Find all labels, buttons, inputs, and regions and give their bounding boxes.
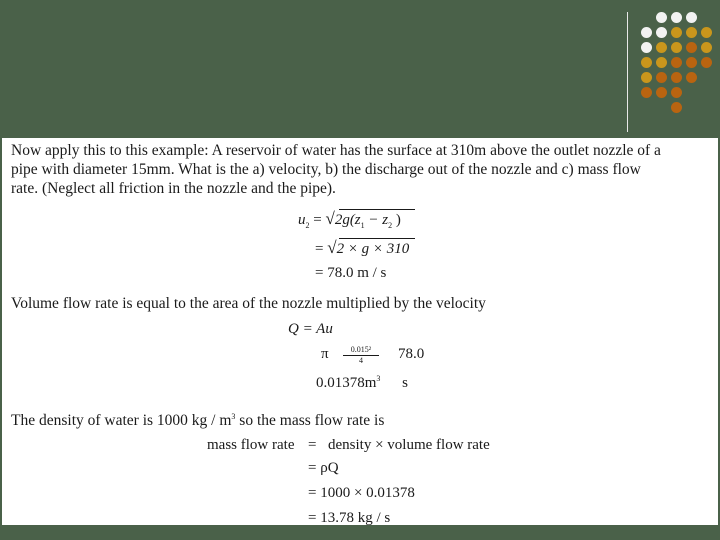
slide-footer: [0, 525, 720, 540]
volume-flow-sentence: Volume flow rate is equal to the area of the nozzle multiplied by the velocity: [11, 295, 486, 312]
z1-subscript: 1: [360, 221, 365, 230]
sqrt-overline-2: [339, 238, 415, 239]
mass-flow-rhs: density × volume flow rate: [328, 437, 490, 453]
mass-flow-equals: =: [308, 437, 317, 453]
decorative-dot: [656, 12, 667, 23]
decorative-dot: [656, 57, 667, 68]
decorative-dot: [671, 102, 682, 113]
decorative-dot: [656, 42, 667, 53]
decorative-dot: [641, 42, 652, 53]
sqrt-sign-2: √: [327, 238, 337, 257]
decorative-dot: [641, 87, 652, 98]
decorative-dot: [656, 72, 667, 83]
density-value-text: 1000 kg / m: [156, 412, 232, 430]
mass-flow-label: mass flow rate: [207, 437, 295, 453]
area-fraction: [343, 345, 379, 365]
velocity-subscript: 2: [305, 221, 310, 230]
flow-result-unit: s: [402, 375, 409, 391]
flow-result: [316, 374, 408, 392]
density-sentence: [11, 407, 384, 430]
velocity-eq-line-2: [315, 238, 409, 258]
flow-result-value: 0.01378m: [316, 375, 377, 391]
decorative-dot: [671, 57, 682, 68]
decorative-dot: [656, 27, 667, 38]
decorative-dot: [701, 42, 712, 53]
decorative-dot: [641, 72, 652, 83]
problem-line-1: Now apply this to this example: A reservoir of water has the surface at 310m above the outlet nozzle of a: [11, 142, 661, 159]
density-exponent: 3: [231, 412, 236, 421]
decorative-dot: [641, 27, 652, 38]
slide-header: [0, 0, 720, 138]
decorative-dot: [686, 72, 697, 83]
sqrt-inner-2: 2 × g × 310: [336, 241, 410, 257]
density-sentence-start: The density of water is: [11, 412, 154, 430]
density-sentence-end: so the mass flow rate is: [239, 412, 385, 430]
close-paren: ): [392, 212, 401, 228]
decorative-dot: [671, 87, 682, 98]
decorative-dot: [701, 27, 712, 38]
decorative-dot: [686, 12, 697, 23]
problem-line-2: pipe with diameter 15mm. What is the a) velocity, b) the discharge out of the nozzle and c) mass flow: [11, 161, 641, 178]
mass-flow-line-3: = 1000 × 0.01378: [308, 485, 415, 501]
decorative-dot: [686, 57, 697, 68]
q-eq-text: Q = Au: [288, 321, 333, 337]
velocity-eq-line-1: [298, 209, 401, 230]
decorative-dot: [656, 87, 667, 98]
decorative-dot: [671, 42, 682, 53]
velocity-eq-line-3: = 78.0 m / s: [315, 265, 387, 281]
sqrt-overline-1: [339, 209, 415, 210]
fraction-denominator: 4: [359, 356, 363, 365]
header-divider-line: [627, 12, 628, 132]
problem-line-3: rate. (Neglect all friction in the nozzle and the pipe).: [11, 180, 336, 197]
z2-symbol: − z: [364, 212, 389, 228]
mass-flow-line-4: = 13.78 kg / s: [308, 510, 391, 526]
mass-flow-line-2: = ρQ: [308, 460, 339, 476]
flow-result-exponent: 3: [376, 374, 381, 383]
equals-sign: =: [313, 212, 322, 228]
decorative-dot: [671, 72, 682, 83]
decorative-dot: [701, 57, 712, 68]
equals-sign-2: =: [315, 241, 324, 257]
density-value: [157, 412, 236, 429]
velocity-value: 78.0: [398, 346, 425, 362]
decorative-dot: [671, 27, 682, 38]
decorative-dot: [686, 42, 697, 53]
pi-symbol: π: [321, 346, 329, 362]
velocity-symbol: u: [298, 212, 306, 228]
sqrt-sign: √: [325, 209, 335, 228]
q-equals-au: [288, 321, 333, 338]
z2-subscript: 2: [388, 221, 393, 230]
decorative-dot: [641, 57, 652, 68]
decorative-dot: [686, 27, 697, 38]
decorative-dot: [671, 12, 682, 23]
sqrt-inner: 2g(z: [334, 212, 361, 228]
fraction-numerator: 0.015²: [343, 345, 379, 356]
